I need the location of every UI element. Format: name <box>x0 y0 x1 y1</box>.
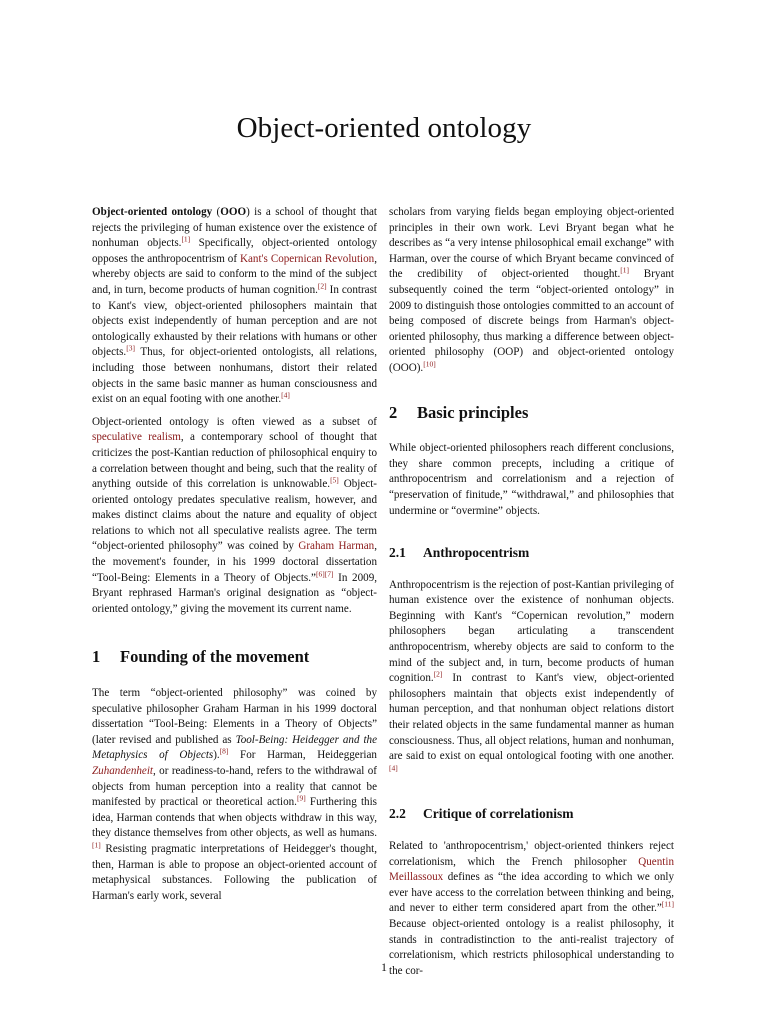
basic-principles-paragraph: While object-oriented philosophers reach different conclusions, they share common precepts, including a critique of anthropocentrism and correlationism and a rejection of “preservation of finitude,” “withdrawal,” and philosophies that undermine or “overmine” objects. <box>389 442 674 517</box>
citation-11[interactable]: [11] <box>661 899 674 909</box>
link-zuhandenheit[interactable]: Zuhandenheit <box>92 765 154 777</box>
citation-2[interactable]: [2] <box>317 281 327 291</box>
anthropocentrism-paragraph: Anthropocentrism is the rejection of post-Kantian privileging of human existence over the existence of nonhuman objects. Beginning with Kant's “Copernican revolution,” modern philosophers began articulating a transcendent anthropocentrism, whereby objects are said to conform to the mind of the subject and, in turn, become products of human cognition.[2] In contrast to Kant's view, object-oriented philosophers maintain that objects exist independently of human perception, and that nonhuman object relations distort their related objects in the same fundamental manner as human consciousness. Thus, all object relations, human and nonhuman, are said to exist on equal ontological footing with one another.[4] <box>389 578 674 773</box>
citation-1b[interactable]: [1] <box>92 840 101 850</box>
citation-10[interactable]: [10] <box>423 359 436 369</box>
lead-term: Object-oriented ontology <box>92 206 213 218</box>
abbreviation: OOO <box>220 206 247 218</box>
intro-paragraph: Object-oriented ontology (OOO) is a school of thought that rejects the privileging of human existence over the existence of nonhuman objects.[1] Specifically, object-oriented ontology opposes the anthropocentrism of Kant's Copernican Revolution, whereby objects are said to conform to the mind of the subject and, in turn, become products of human cognition.[2] In contrast to Kant's view, object-oriented philosophers maintain that objects exist independently of human perception and are not ontologically exhausted by their relations with humans or other objects.[3] Thus, for object-oriented ontologists, all relations, including those between nonhumans, distort their related objects in the same basic manner as human consciousness and exist on an equal footing with one another.[4] <box>92 206 378 406</box>
link-speculative-realism[interactable]: speculative realism <box>92 431 181 444</box>
citation-9[interactable]: [9] <box>296 793 306 803</box>
citation-2b[interactable]: [2] <box>433 669 443 679</box>
page-number: 1 <box>381 960 387 974</box>
founding-continued-paragraph: scholars from varying fields began employing object-oriented principles in their own work. Levi Bryant began what he describes as “a very intense philosophical email exchange” with Harman, over the course of which Bryant became convinced of the credibility of object-oriented thought.[1] Bryant subsequently coined the term “object-oriented ontology” in 2009 to distinguish those ontologies committed to an account of being composed of discrete beings from Harman's object-oriented philosophy, thus marking a difference between object-oriented philosophy (OOP) and object-oriented ontology (OOO).[10] <box>389 206 674 374</box>
subsection-heading-correlationism: 2.2 Critique of correlationism <box>389 806 574 822</box>
section-heading-founding: 1 Founding of the movement <box>92 647 310 667</box>
subsection-heading-anthropocentrism: 2.1 Anthropocentrism <box>389 545 530 561</box>
link-quentin-meillassoux[interactable]: Quentin Meillassoux <box>389 855 674 884</box>
citation-1c[interactable]: [1] <box>620 265 630 275</box>
citation-3[interactable]: [3] <box>126 343 135 353</box>
citation-8[interactable]: [8] <box>219 746 229 756</box>
founding-paragraph: The term “object-oriented philosophy” was coined by speculative philosopher Graham Harman in his 1999 doctoral dissertation “Tool-Being: Elements in a Theory of Objects” (later revised and published as Tool-Being: Heidegger and the Metaphysics of Objects).[8] For Harman, Heideggerian Zuhandenheit, or readiness-to-hand, refers to the withdrawal of objects from human perception into a reality that cannot be manifested by practical or theoretical action.[9] Furthering this idea, Harman contends that when objects withdraw in this way, they distance themselves from other objects, as well as humans.[1] Resisting pragmatic interpretations of Heidegger's thought, then, Harman is able to propose an object-oriented account of metaphysical substances. Following the publication of Harman's early work, several <box>92 687 378 902</box>
citation-1[interactable]: [1] <box>181 234 191 244</box>
link-kants-copernican-revolution[interactable]: Kant's Copernican Revolution <box>239 252 375 265</box>
correlationism-paragraph: Related to 'anthropocentrism,' object-oriented thinkers reject correlationism, which the French philosopher Quentin Meillassoux defines as “the idea according to which we only ever have access to the correlation between thinking and being, and never to either term considered apart from the other.”[11] Because object-oriented ontology is a realist philosophy, it stands in contradistinction to the anti-realist trajectory of correlationism, which restricts philosophical understanding to the cor- <box>389 840 674 977</box>
citation-4b[interactable]: [4] <box>389 763 398 773</box>
book-title: Tool-Being: Heidegger and the Metaphysics of Objects <box>92 733 378 762</box>
section-heading-basic-principles: 2 Basic principles <box>389 402 529 422</box>
left-column <box>92 205 377 911</box>
link-graham-harman[interactable]: Graham Harman <box>298 540 375 553</box>
page-title: Object-oriented ontology <box>236 112 532 144</box>
right-column <box>389 205 674 986</box>
citation-6-7[interactable]: [6][7] <box>315 568 334 578</box>
subset-paragraph: Object-oriented ontology is often viewed as a subset of speculative realism, a contemporary school of thought that criticizes the post-Kantian reduction of philosophical enquiry to a correlation between thought and being, such that the reality of anything outside of this correlation is unknowable.[5] Object-oriented ontology predates speculative realism, however, and makes distinct claims about the nature and equality of object relations to which not all speculative realists agree. The term “object-oriented philosophy” was coined by Graham Harman, the movement's founder, in his 1999 doctoral dissertation “Tool-Being: Elements in a Theory of Objects.”[6][7] In 2009, Bryant rephrased Harman's original designation as “object-oriented ontology,” giving the movement its current name. <box>92 415 378 615</box>
citation-5[interactable]: [5] <box>330 475 339 485</box>
citation-4[interactable]: [4] <box>281 390 290 400</box>
